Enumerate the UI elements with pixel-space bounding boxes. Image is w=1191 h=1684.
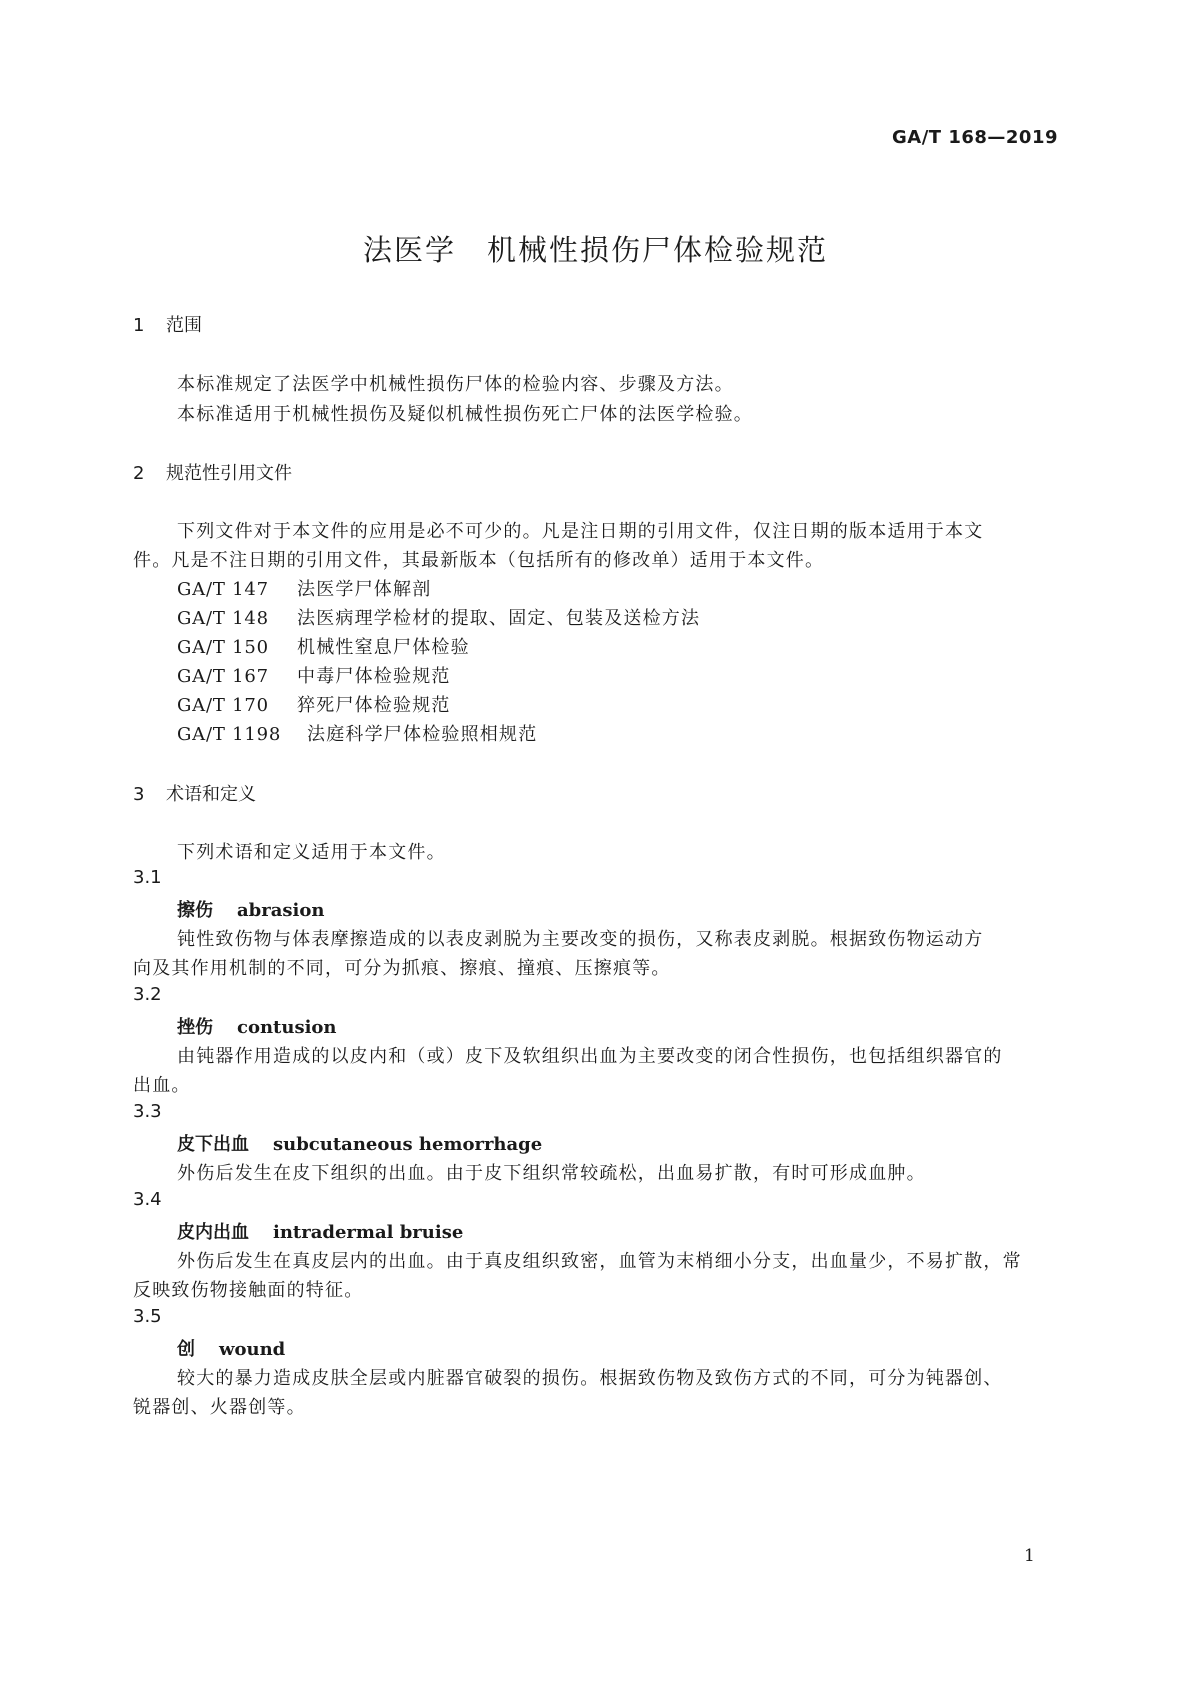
term-zh: 皮下出血	[177, 1134, 249, 1155]
reference-title: 机械性窒息尸体检验	[297, 637, 470, 658]
reference-code: GA/T 147	[177, 579, 269, 600]
reference-title: 猝死尸体检验规范	[297, 695, 451, 716]
term-en: abrasion	[237, 900, 325, 921]
section-1-heading	[133, 311, 202, 337]
scope-paragraph-2: 本标准适用于机械性损伤及疑似机械性损伤死亡尸体的法医学检验。	[177, 404, 753, 425]
reference-title: 法医学尸体解剖	[297, 579, 432, 600]
section-title: 术语和定义	[166, 784, 256, 805]
normative-intro-line-1: 下列文件对于本文件的应用是必不可少的。凡是注日期的引用文件，仅注日期的版本适用于本文	[177, 521, 984, 542]
term-heading	[177, 1335, 285, 1361]
term-number: 3.2	[133, 984, 162, 1005]
section-title: 范围	[166, 315, 202, 336]
term-definition: 钝性致伤物与体表摩擦造成的以表皮剥脱为主要改变的损伤，又称表皮剥脱。根据致伤物运动方	[177, 929, 984, 950]
section-number: 1	[133, 315, 145, 336]
reference-code: GA/T 150	[177, 637, 269, 658]
reference-item	[177, 662, 451, 688]
term-definition-continued: 锐器创、火器创等。	[133, 1397, 306, 1418]
term-number: 3.1	[133, 867, 162, 888]
standard-number: GA/T 168—2019	[892, 127, 1058, 148]
term-number: 3.4	[133, 1189, 162, 1210]
term-heading	[177, 1013, 337, 1039]
reference-title: 法医病理学检材的提取、固定、包装及送检方法	[297, 608, 701, 629]
term-definition: 外伤后发生在真皮层内的出血。由于真皮组织致密，血管为末梢细小分支，出血量少，不易扩散，常	[177, 1251, 1022, 1272]
term-heading	[177, 1218, 463, 1244]
term-definition-continued: 出血。	[133, 1075, 191, 1096]
term-definition: 外伤后发生在皮下组织的出血。由于皮下组织常较疏松，出血易扩散，有时可形成血肿。	[177, 1163, 926, 1184]
term-heading	[177, 1130, 542, 1156]
normative-intro-line-2: 件。凡是不注日期的引用文件，其最新版本（包括所有的修改单）适用于本文件。	[133, 550, 825, 571]
section-title: 规范性引用文件	[166, 463, 292, 484]
reference-item	[177, 575, 431, 601]
reference-item	[177, 720, 537, 746]
section-3-heading	[133, 780, 256, 806]
term-zh: 创	[177, 1339, 195, 1360]
term-number: 3.5	[133, 1306, 162, 1327]
term-en: contusion	[237, 1017, 337, 1038]
reference-item	[177, 691, 451, 717]
term-definition: 由钝器作用造成的以皮内和（或）皮下及软组织出血为主要改变的闭合性损伤，也包括组织器官的	[177, 1046, 1003, 1067]
scope-paragraph-1: 本标准规定了法医学中机械性损伤尸体的检验内容、步骤及方法。	[177, 374, 734, 395]
term-en: subcutaneous hemorrhage	[273, 1134, 543, 1155]
reference-item	[177, 633, 470, 659]
reference-title: 中毒尸体检验规范	[297, 666, 451, 687]
reference-code: GA/T 167	[177, 666, 269, 687]
term-zh: 挫伤	[177, 1017, 213, 1038]
reference-item	[177, 604, 700, 630]
reference-code: GA/T 148	[177, 608, 269, 629]
term-definition-continued: 反映致伤物接触面的特征。	[133, 1280, 364, 1301]
term-heading	[177, 896, 324, 922]
term-en: wound	[219, 1339, 286, 1360]
section-number: 2	[133, 463, 145, 484]
section-number: 3	[133, 784, 145, 805]
page-number: 1	[1024, 1546, 1035, 1566]
term-definition: 较大的暴力造成皮肤全层或内脏器官破裂的损伤。根据致伤物及致伤方式的不同，可分为钝器创、	[177, 1368, 1003, 1389]
term-number: 3.3	[133, 1101, 162, 1122]
terms-intro: 下列术语和定义适用于本文件。	[177, 842, 446, 863]
document-title: 法医学 机械性损伤尸体检验规范	[362, 233, 828, 267]
reference-code: GA/T 170	[177, 695, 269, 716]
term-en: intradermal bruise	[273, 1222, 464, 1243]
term-definition-continued: 向及其作用机制的不同，可分为抓痕、擦痕、撞痕、压擦痕等。	[133, 958, 671, 979]
term-zh: 皮内出血	[177, 1222, 249, 1243]
reference-code: GA/T 1198	[177, 724, 282, 745]
term-zh: 擦伤	[177, 900, 213, 921]
reference-title: 法庭科学尸体检验照相规范	[307, 724, 538, 745]
section-2-heading	[133, 459, 292, 485]
